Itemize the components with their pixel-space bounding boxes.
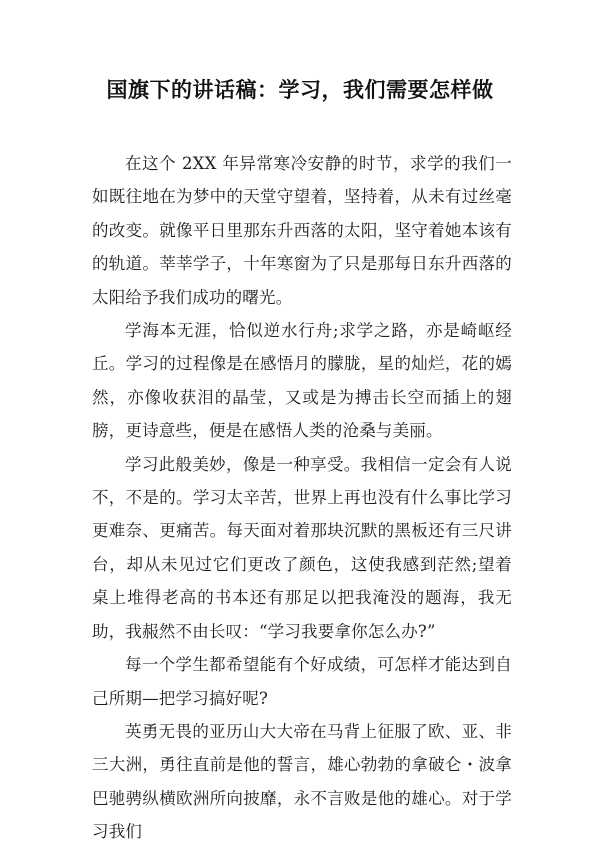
paragraph: 学海本无涯，恰似逆水行舟;求学之路，亦是崎岖经丘。学习的过程像是在感悟月的朦胧，星的灿烂，花的嫣然，亦像收获泪的晶莹，又或是为搏击长空而插上的翅膀，更诗意些，便是在感悟人类的沧桑与美丽。: [92, 321, 512, 441]
paragraph: 学习此般美妙，像是一种享受。我相信一定会有人说不，不是的。学习太辛苦，世界上再也没有什么事比学习更难奈、更痛苦。每天面对着那块沉默的黑板还有三尺讲台，却从未见过它们更改了颜色，这使我感到茫然;望着桌上堆得老高的书本还有那足以把我淹没的题海，我无助，我赧然不由长叹：“学习我要拿你怎么办?”: [92, 454, 512, 641]
document-title: 国旗下的讲话稿：学习，我们需要怎样做: [106, 78, 494, 102]
paragraph: 每一个学生都希望能有个好成绩，可怎样才能达到自己所期—把学习搞好呢?: [92, 655, 512, 708]
document-body: [92, 147, 512, 849]
paragraph: 在这个 2XX 年异常寒冷安静的时节，求学的我们一如既往地在为梦中的天堂守望着，坚持着，从未有过丝毫的改变。就像平日里那东升西落的太阳，坚守着她本该有的轨道。莘莘学子，十年寒窗为了只是那每日东升西落的太阳给予我们成功的曙光。: [92, 154, 512, 307]
paragraph: 英勇无畏的亚历山大大帝在马背上征服了欧、亚、非三大洲，勇往直前是他的誓言，雄心勃勃的拿破仑・波拿巴驰骋纵横欧洲所向披靡，永不言败是他的雄心。对于学习我们: [92, 721, 512, 842]
